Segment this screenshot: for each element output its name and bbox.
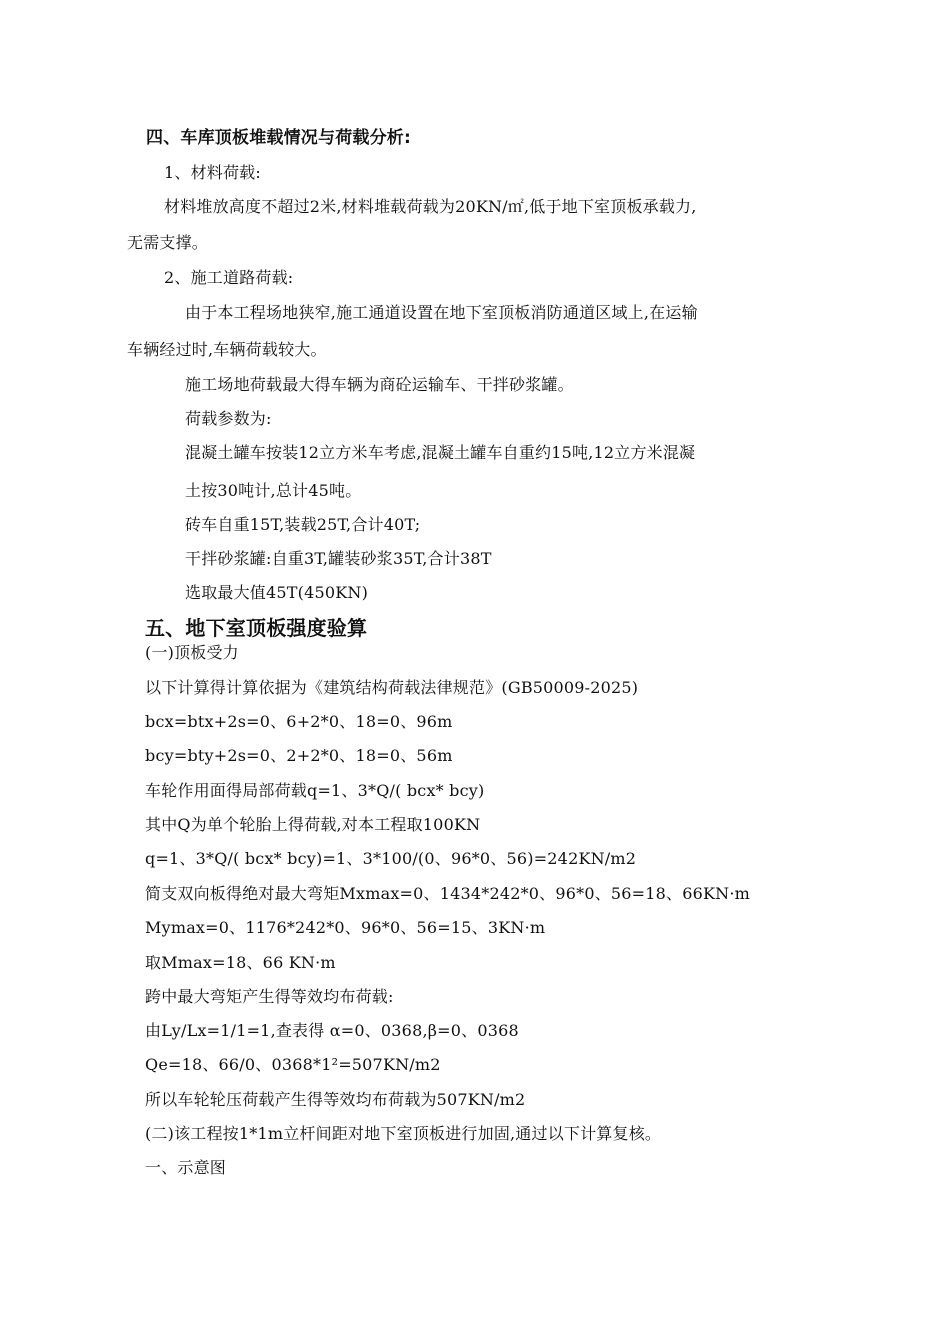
paragraph-line: 由于本工程场地狭窄,施工通道设置在地下室顶板消防通道区域上,在运输 (185, 303, 698, 322)
calc-line: 简支双向板得绝对最大弯矩Mxmax=0、1434*242*0、96*0、56=18、66KN·m (145, 884, 750, 903)
paragraph-line: 土按30吨计,总计45吨。 (185, 481, 362, 500)
calc-line: 车轮作用面得局部荷载q=1、3*Q/( bcx* bcy) (145, 781, 485, 800)
paragraph-line: 干拌砂浆罐:自重3T,罐装砂浆35T,合计38T (185, 549, 492, 568)
section-4-heading: 四、车库顶板堆载情况与荷载分析: (146, 128, 411, 148)
calc-line: 其中Q为单个轮胎上得荷载,对本工程取100KN (145, 815, 481, 834)
paragraph-line: 选取最大值45T(450KN) (185, 583, 369, 602)
calc-line: 以下计算得计算依据为《建筑结构荷载法律规范》(GB50009-2025) (145, 678, 639, 697)
item-1-title: 1、材料荷载: (164, 163, 261, 182)
calc-line: 所以车轮轮压荷载产生得等效均布荷载为507KN/m2 (145, 1090, 526, 1109)
paragraph-line: 车辆经过时,车辆荷载较大。 (127, 340, 327, 359)
paragraph-line: 无需支撑。 (127, 233, 209, 252)
subsection-title: (一)顶板受力 (145, 643, 239, 662)
calc-line: q=1、3*Q/( bcx* bcy)=1、3*100/(0、96*0、56)=242KN/m2 (145, 849, 637, 868)
subsection-title: 一、示意图 (145, 1158, 227, 1177)
subsection-title: (二)该工程按1*1m立杆间距对地下室顶板进行加固,通过以下计算复核。 (145, 1124, 662, 1143)
item-2-title: 2、施工道路荷载: (164, 268, 294, 287)
paragraph-line: 施工场地荷载最大得车辆为商砼运输车、干拌砂浆罐。 (185, 375, 574, 394)
calc-line: Mymax=0、1176*242*0、96*0、56=15、3KN·m (145, 918, 546, 937)
calc-line: Qe=18、66/0、0368*1²=507KN/m2 (145, 1055, 441, 1074)
calc-line: 取Mmax=18、66 KN·m (145, 953, 336, 972)
calc-line: 跨中最大弯矩产生得等效均布荷载: (145, 987, 394, 1006)
calc-line: bcy=bty+2s=0、2+2*0、18=0、56m (145, 746, 453, 765)
paragraph-line: 混凝土罐车按装12立方米车考虑,混凝土罐车自重约15吨,12立方米混凝 (185, 443, 696, 462)
paragraph-line: 材料堆放高度不超过2米,材料堆载荷载为20KN/㎡,低于地下室顶板承载力, (164, 197, 697, 216)
calc-line: bcx=btx+2s=0、6+2*0、18=0、96m (145, 712, 453, 731)
paragraph-line: 荷载参数为: (185, 409, 272, 428)
section-5-heading: 五、地下室顶板强度验算 (145, 616, 368, 640)
paragraph-line: 砖车自重15T,装载25T,合计40T; (185, 515, 421, 534)
calc-line: 由Ly/Lx=1/1=1,查表得 α=0、0368,β=0、0368 (145, 1021, 519, 1040)
